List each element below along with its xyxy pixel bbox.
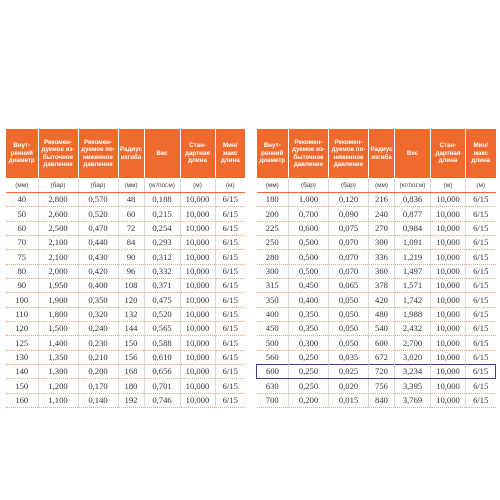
table-cell: 1,500 <box>38 322 78 336</box>
col-header-standard-length: Стан- дартная длина <box>431 129 466 178</box>
table-cell: 270 <box>369 221 395 235</box>
table-cell: 132 <box>118 307 144 321</box>
table-row <box>257 336 496 350</box>
table-row <box>6 193 245 207</box>
table-cell: 0,070 <box>329 236 369 250</box>
unit-cell: (мм) <box>6 178 38 193</box>
table-cell: 6/15 <box>466 350 496 364</box>
table-cell: 6/15 <box>215 307 245 321</box>
table-cell: 600 <box>369 336 395 350</box>
table-row <box>257 279 496 293</box>
table-cell: 10,000 <box>180 336 215 350</box>
table-cell: 1,300 <box>38 365 78 379</box>
table-cell: 96 <box>118 264 144 278</box>
table-cell: 0,025 <box>329 365 369 379</box>
table-cell: 6/15 <box>466 379 496 393</box>
table-cell: 0,090 <box>329 207 369 221</box>
table-cell: 6/15 <box>466 250 496 264</box>
table-cell: 10,000 <box>180 350 215 364</box>
table-cell: 10,000 <box>180 221 215 235</box>
col-header-bend-radius: Радиус изгиба <box>118 129 144 178</box>
table-cell: 10,000 <box>180 250 215 264</box>
table-cell: 6/15 <box>466 365 496 379</box>
table-cell: 10,000 <box>431 193 466 207</box>
table-cell: 300 <box>369 236 395 250</box>
unit-cell: (бар) <box>329 178 369 193</box>
table-cell: 10,000 <box>180 279 215 293</box>
table-cell: 3,234 <box>395 365 431 379</box>
table-cell: 0,254 <box>144 221 180 235</box>
table-cell: 72 <box>118 221 144 235</box>
table-cell: 378 <box>369 279 395 293</box>
table-cell: 6/15 <box>215 322 245 336</box>
table-cell: 0,250 <box>289 379 329 393</box>
table-cell: 84 <box>118 236 144 250</box>
table-cell: 3,395 <box>395 379 431 393</box>
table-cell: 0,440 <box>78 236 118 250</box>
table-cell: 350 <box>257 293 289 307</box>
table-row <box>6 307 245 321</box>
table-cell: 6/15 <box>466 264 496 278</box>
table-row <box>257 250 496 264</box>
col-header-underpressure: Рекомен- дуемое по- ниженное давление <box>329 129 369 178</box>
unit-cell: (мм) <box>118 178 144 193</box>
table-cell: 250 <box>257 236 289 250</box>
table-cell: 1,800 <box>38 307 78 321</box>
table-cell: 6/15 <box>466 336 496 350</box>
table-cell: 10,000 <box>431 236 466 250</box>
table-row <box>257 350 496 364</box>
table-cell: 2,800 <box>38 193 78 207</box>
table-cell: 0,170 <box>78 379 118 393</box>
table-cell: 0,600 <box>289 221 329 235</box>
table-cell: 10,000 <box>431 322 466 336</box>
table-row <box>257 393 496 407</box>
table-cell: 0,500 <box>289 236 329 250</box>
table-cell: 70 <box>6 236 38 250</box>
table-cell: 100 <box>6 293 38 307</box>
table-cell: 2,600 <box>38 207 78 221</box>
table-cell: 540 <box>369 322 395 336</box>
table-row <box>257 322 496 336</box>
table-cell: 2,700 <box>395 336 431 350</box>
table-cell: 0,984 <box>395 221 431 235</box>
table-cell: 0,350 <box>78 293 118 307</box>
table-cell: 3,020 <box>395 350 431 364</box>
table-cell: 10,000 <box>431 365 466 379</box>
table-cell: 0,050 <box>329 336 369 350</box>
table-cell: 10,000 <box>180 236 215 250</box>
table-cell: 150 <box>118 336 144 350</box>
table-cell: 0,075 <box>329 221 369 235</box>
table-row <box>6 350 245 364</box>
table-cell: 108 <box>118 279 144 293</box>
table-cell: 0,230 <box>78 336 118 350</box>
table-cell: 0,500 <box>289 264 329 278</box>
table-cell: 0,610 <box>144 350 180 364</box>
table-cell: 140 <box>6 365 38 379</box>
table-row <box>257 207 496 221</box>
table-row <box>6 293 245 307</box>
table-cell: 80 <box>6 264 38 278</box>
table-row <box>6 336 245 350</box>
table-cell: 6/15 <box>215 264 245 278</box>
table-cell: 1,400 <box>38 336 78 350</box>
table-cell: 630 <box>257 379 289 393</box>
col-header-overpressure: Рекомен- дуемое из- быточное давление <box>289 129 329 178</box>
table-cell: 0,475 <box>144 293 180 307</box>
table-row <box>257 193 496 207</box>
table-cell: 10,000 <box>431 264 466 278</box>
table-row <box>257 379 496 393</box>
table-cell: 0,210 <box>78 350 118 364</box>
table-cell: 0,050 <box>329 307 369 321</box>
table-cell: 600 <box>257 365 289 379</box>
table-cell: 2,100 <box>38 236 78 250</box>
unit-cell: (бар) <box>289 178 329 193</box>
table-body-right <box>257 178 496 408</box>
table-cell: 1,000 <box>289 193 329 207</box>
table-row <box>257 221 496 235</box>
hose-spec-table-left <box>6 129 245 408</box>
table-cell: 200 <box>257 207 289 221</box>
table-cell: 40 <box>6 193 38 207</box>
table-cell: 2,500 <box>38 221 78 235</box>
table-cell: 6/15 <box>466 236 496 250</box>
table-cell: 6/15 <box>466 393 496 407</box>
table-cell: 90 <box>6 279 38 293</box>
table-cell: 216 <box>369 193 395 207</box>
table-cell: 156 <box>118 350 144 364</box>
table-cell: 10,000 <box>180 307 215 321</box>
table-cell: 0,700 <box>289 207 329 221</box>
table-cell: 480 <box>369 307 395 321</box>
table-cell: 10,000 <box>180 264 215 278</box>
table-cell: 1,200 <box>38 379 78 393</box>
table-cell: 360 <box>369 264 395 278</box>
table-cell: 90 <box>118 250 144 264</box>
table-cell: 6/15 <box>215 193 245 207</box>
table-row <box>257 307 496 321</box>
table-cell: 75 <box>6 250 38 264</box>
table-cell: 125 <box>6 336 38 350</box>
table-cell: 0,520 <box>78 207 118 221</box>
table-cell: 756 <box>369 379 395 393</box>
table-cell: 0,300 <box>289 336 329 350</box>
table-cell: 0,332 <box>144 264 180 278</box>
table-cell: 0,450 <box>289 279 329 293</box>
table-cell: 1,100 <box>38 393 78 407</box>
table-cell: 1,219 <box>395 250 431 264</box>
table-cell: 6/15 <box>215 293 245 307</box>
table-cell: 0,470 <box>78 221 118 235</box>
table-cell: 1,350 <box>38 350 78 364</box>
table-cell: 6/15 <box>466 322 496 336</box>
table-cell: 6/15 <box>215 393 245 407</box>
table-cell: 0,701 <box>144 379 180 393</box>
col-header-min-max-length: Мин/ макс длина <box>215 129 245 178</box>
table-cell: 3,769 <box>395 393 431 407</box>
col-header-bend-radius: Радиус изгиба <box>369 129 395 178</box>
table-cell: 0,070 <box>329 264 369 278</box>
table-row <box>6 379 245 393</box>
unit-cell: (м) <box>215 178 245 193</box>
table-cell: 0,215 <box>144 207 180 221</box>
table-cell: 0,140 <box>78 393 118 407</box>
table-cell: 0,520 <box>144 307 180 321</box>
table-cell: 10,000 <box>431 207 466 221</box>
table-cell: 0,312 <box>144 250 180 264</box>
table-cell: 10,000 <box>180 393 215 407</box>
table-cell: 0,400 <box>78 279 118 293</box>
table-cell: 6/15 <box>466 279 496 293</box>
unit-cell: (м) <box>466 178 496 193</box>
table-cell: 10,000 <box>431 379 466 393</box>
table-row <box>6 393 245 407</box>
table-cell: 0,188 <box>144 193 180 207</box>
table-cell: 0,371 <box>144 279 180 293</box>
table-cell: 0,250 <box>289 365 329 379</box>
table-cell: 315 <box>257 279 289 293</box>
table-cell: 336 <box>369 250 395 264</box>
table-cell: 50 <box>6 207 38 221</box>
table-row <box>6 322 245 336</box>
table-cell: 560 <box>257 350 289 364</box>
table-cell: 2,000 <box>38 264 78 278</box>
table-cell: 0,070 <box>329 250 369 264</box>
table-cell: 6/15 <box>215 365 245 379</box>
table-cell: 6/15 <box>215 207 245 221</box>
table-cell: 180 <box>118 379 144 393</box>
table-cell: 6/15 <box>215 350 245 364</box>
table-cell: 0,570 <box>78 193 118 207</box>
table-cell: 6/15 <box>466 307 496 321</box>
table-cell: 6/15 <box>466 221 496 235</box>
table-cell: 1,900 <box>38 293 78 307</box>
table-cell: 160 <box>6 393 38 407</box>
table-cell: 0,250 <box>289 350 329 364</box>
table-cell: 840 <box>369 393 395 407</box>
unit-cell: (кг/пог.м) <box>395 178 431 193</box>
table-row <box>6 365 245 379</box>
table-cell: 225 <box>257 221 289 235</box>
table-cell: 10,000 <box>431 350 466 364</box>
table-cell: 0,836 <box>395 193 431 207</box>
table-cell: 6/15 <box>215 279 245 293</box>
col-header-underpressure: Рекомен- дуемое по- ниженное давление <box>78 129 118 178</box>
table-row <box>6 207 245 221</box>
table-cell: 6/15 <box>215 379 245 393</box>
table-cell: 1,091 <box>395 236 431 250</box>
table-row <box>6 221 245 235</box>
table-cell: 0,120 <box>329 193 369 207</box>
table-cell: 0,035 <box>329 350 369 364</box>
table-row <box>257 264 496 278</box>
table-row-highlighted <box>257 365 496 379</box>
table-cell: 0,200 <box>78 365 118 379</box>
table-cell: 120 <box>118 293 144 307</box>
col-header-weight: Вес <box>144 129 180 178</box>
table-cell: 10,000 <box>431 221 466 235</box>
table-cell: 6/15 <box>215 221 245 235</box>
table-cell: 144 <box>118 322 144 336</box>
table-cell: 0,400 <box>289 293 329 307</box>
table-cell: 0,050 <box>329 293 369 307</box>
table-cell: 10,000 <box>180 379 215 393</box>
table-cell: 0,320 <box>78 307 118 321</box>
table-cell: 192 <box>118 393 144 407</box>
table-cell: 10,000 <box>180 293 215 307</box>
table-cell: 10,000 <box>431 250 466 264</box>
table-cell: 120 <box>6 322 38 336</box>
table-row <box>257 293 496 307</box>
table-cell: 60 <box>118 207 144 221</box>
col-header-min-max-length: Мин/ макс длина <box>466 129 496 178</box>
table-cell: 10,000 <box>431 393 466 407</box>
table-cell: 2,100 <box>38 250 78 264</box>
unit-cell: (кг/пог.м) <box>144 178 180 193</box>
table-cell: 0,420 <box>78 264 118 278</box>
table-cell: 0,877 <box>395 207 431 221</box>
table-cell: 150 <box>6 379 38 393</box>
unit-cell: (мм) <box>257 178 289 193</box>
table-cell: 300 <box>257 264 289 278</box>
table-cell: 130 <box>6 350 38 364</box>
table-cell: 60 <box>6 221 38 235</box>
table-cell: 6/15 <box>215 236 245 250</box>
table-cell: 0,065 <box>329 279 369 293</box>
table-cell: 1,742 <box>395 293 431 307</box>
table-cell: 1,950 <box>38 279 78 293</box>
unit-cell: (м) <box>431 178 466 193</box>
table-cell: 400 <box>257 307 289 321</box>
table-row <box>6 264 245 278</box>
table-cell: 1,988 <box>395 307 431 321</box>
table-cell: 10,000 <box>180 193 215 207</box>
table-cell: 450 <box>257 322 289 336</box>
table-cell: 180 <box>257 193 289 207</box>
table-cell: 0,050 <box>329 322 369 336</box>
table-cell: 1,497 <box>395 264 431 278</box>
units-row <box>6 178 245 193</box>
table-cell: 10,000 <box>431 279 466 293</box>
table-cell: 10,000 <box>180 365 215 379</box>
table-body-left <box>6 178 245 408</box>
col-header-standard-length: Стан- дартная длина <box>180 129 215 178</box>
table-cell: 0,350 <box>289 322 329 336</box>
table-cell: 0,588 <box>144 336 180 350</box>
table-cell: 6/15 <box>215 336 245 350</box>
table-cell: 10,000 <box>180 322 215 336</box>
hose-spec-table-right <box>256 129 496 408</box>
table-cell: 500 <box>257 336 289 350</box>
table-cell: 10,000 <box>431 293 466 307</box>
unit-cell: (м) <box>180 178 215 193</box>
table-cell: 0,240 <box>78 322 118 336</box>
table-cell: 280 <box>257 250 289 264</box>
table-cell: 10,000 <box>431 336 466 350</box>
table-cell: 0,500 <box>289 250 329 264</box>
table-cell: 6/15 <box>466 293 496 307</box>
table-cell: 6/15 <box>215 250 245 264</box>
table-row <box>6 279 245 293</box>
table-cell: 110 <box>6 307 38 321</box>
table-cell: 0,430 <box>78 250 118 264</box>
header-row <box>257 129 496 178</box>
table-cell: 0,293 <box>144 236 180 250</box>
table-cell: 2,432 <box>395 322 431 336</box>
col-header-inner-diameter: Внут- ренний диаметр <box>257 129 289 178</box>
table-cell: 1,571 <box>395 279 431 293</box>
units-row <box>257 178 496 193</box>
table-row <box>6 236 245 250</box>
table-cell: 10,000 <box>431 307 466 321</box>
table-cell: 0,656 <box>144 365 180 379</box>
unit-cell: (бар) <box>78 178 118 193</box>
table-cell: 672 <box>369 350 395 364</box>
table-cell: 0,015 <box>329 393 369 407</box>
table-cell: 700 <box>257 393 289 407</box>
table-cell: 240 <box>369 207 395 221</box>
table-cell: 420 <box>369 293 395 307</box>
table-cell: 48 <box>118 193 144 207</box>
table-cell: 0,200 <box>289 393 329 407</box>
table-cell: 0,020 <box>329 379 369 393</box>
table-cell: 720 <box>369 365 395 379</box>
table-cell: 0,565 <box>144 322 180 336</box>
table-cell: 6/15 <box>466 207 496 221</box>
header-row <box>6 129 245 178</box>
table-cell: 6/15 <box>466 193 496 207</box>
table-cell: 0,350 <box>289 307 329 321</box>
table-cell: 0,746 <box>144 393 180 407</box>
table-row <box>6 250 245 264</box>
col-header-weight: Вес <box>395 129 431 178</box>
unit-cell: (мм) <box>369 178 395 193</box>
table-cell: 168 <box>118 365 144 379</box>
col-header-overpressure: Рекомен- дуемое из- быточное давление <box>38 129 78 178</box>
table-cell: 10,000 <box>180 207 215 221</box>
col-header-inner-diameter: Внут- ренний диаметр <box>6 129 38 178</box>
unit-cell: (бар) <box>38 178 78 193</box>
table-row <box>257 236 496 250</box>
